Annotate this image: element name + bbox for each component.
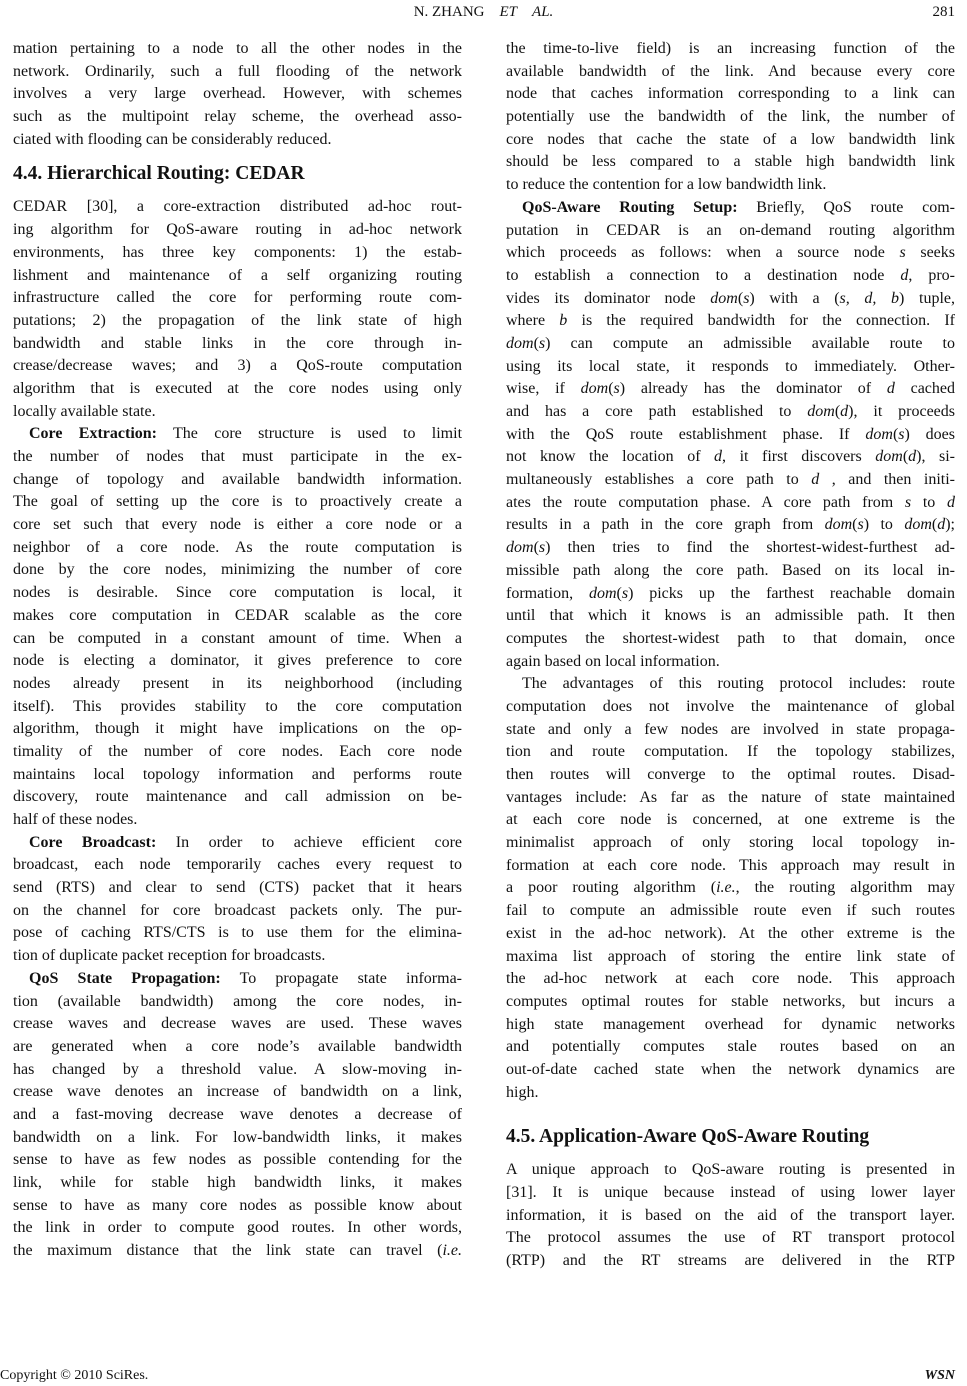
qos-routing-setup-paragraph: QoS-Aware Routing Setup: Briefly, QoS route com- putation in CEDAR is an on-demand routing algorithm which proceeds as follows: when a source node s seeks to establish a connection to a destination node d, pro- vides its dominator node dom(s) with a (s, d, b) tuple, where b is the required bandwidth for the connection. If dom(s) can compute an admissible available route to using its local state, it responds to immediately. Other- wise, if dom(s) already has the dominator of d cached and has a core path established to dom(d), it proceeds with the QoS route establishment phase. If dom(s) does not know the location of d, it first discovers dom(d), si- multaneously establishes a core path to d , and then initi- ates the route computation phase. A core path from s to d results in a path in the core graph from dom(s) to dom(d); dom(s) then tries to find the shortest-widest-furthest ad- missible path along the core path. Based on its local in- formation, dom(s) picks up the farthest reachable domain until that which it knows is an admissible path. It then computes the shortest-widest path to that domain, once again based on local information. [506, 197, 955, 673]
text-line: tion and route computation. If the topology stabilizes, [506, 743, 955, 761]
text-line: putation in CEDAR is an on-demand routing algorithm [506, 221, 955, 239]
text-line: sense to have as many core nodes as possible know about [13, 1196, 462, 1214]
text-line: crease/decrease waves; and 3) a QoS-route computation [13, 357, 462, 375]
text-line: core nodes that cache the state of a low bandwidth link [506, 130, 955, 148]
text-line: information, it is based on the aid of the transport layer. [506, 1206, 955, 1224]
text-line: node is electing a dominator, it gives preference to core [13, 652, 462, 670]
text-line: are generated when a core node’s available bandwidth [13, 1037, 462, 1055]
text-line: dom(s) then tries to find the shortest-widest-furthest ad- [506, 539, 955, 557]
text-line: and a fast-moving decrease wave denotes a decrease of [13, 1105, 462, 1123]
text-line: available bandwidth of the link. And because every core [506, 62, 955, 80]
text-line: putations; 2) the propagation of the link state of high [13, 311, 462, 329]
right-column [506, 38, 955, 1273]
page-number: 281 [932, 4, 955, 20]
text-line: pose of caching RTS/CTS is to use them for the elimina- [13, 924, 462, 942]
core-extraction-label: Core Extraction: [29, 425, 157, 443]
continuation-paragraph [506, 38, 955, 197]
text-line: which proceeds as follows: when a source node s seeks [506, 244, 955, 262]
text-line: and potentially computes stale routes based on an [506, 1038, 955, 1056]
cedar-paragraph [13, 196, 462, 423]
text-line: infrastructure called the core for performing route com- [13, 289, 462, 307]
core-extraction-paragraph: Core Extraction: The core structure is used to limit the number of nodes that must participate in the ex- change of topology and available bandwidth information. The goal of setting up the core is to proactively create a core set such that every node is either a core node or a neighbor of a core node. As the route computation is done by the core nodes, minimizing the number of core nodes is desirable. Since core computation is local, it makes core computation in CEDAR scalable as the core can be computed in a constant amount of time. When a node is electing a dominator, it gives preference to core nodes already present in its neighborhood (including itself). This provides stability to the core computation algorithm, though it might have implications on the op- timality of the number of core nodes. Each core node maintains local topology information and performs route discovery, route maintenance and call admission on be- half of these nodes. [13, 423, 462, 831]
text-line: to reduce the contention for a low bandwidth link. [506, 176, 827, 194]
text-line: network. Ordinarily, such a full flooding of the network [13, 62, 462, 80]
text-line: on the channel for core broadcast packets only. The pur- [13, 901, 462, 919]
text-line: algorithm, though it might have implications on the op- [13, 720, 462, 738]
text-line: until that which it knows is an admissible path. It then [506, 607, 955, 625]
text-line: fail to compute an admissible route even if such routes [506, 902, 955, 920]
text-line: multaneously establishes a core path to d , and then initi- [506, 471, 955, 489]
author-name: N. ZHANG [413, 4, 485, 20]
text-line: using its local state, it responds to immediately. Other- [506, 357, 955, 375]
text-line: with the QoS route establishment phase. If dom(s) does [506, 425, 955, 443]
text-line: nodes already present in its neighborhood (including [13, 674, 462, 692]
text-line: vides its dominator node dom(s) with a (s, d, b) tuple, [506, 289, 955, 307]
section-4-4-heading: 4.4. Hierarchical Routing: CEDAR [13, 163, 305, 185]
text-line: at each core node is concerned, at one extreme is the [506, 811, 955, 829]
text-line: half of these nodes. [13, 811, 138, 828]
text-line: a poor routing algorithm (i.e., the routing algorithm may [506, 879, 955, 897]
section-4-5-heading: 4.5. Application-Aware QoS-Aware Routing [506, 1126, 870, 1148]
journal-abbrev: WSN [924, 1368, 955, 1383]
text-line: high state management overhead for dynamic networks [506, 1015, 955, 1033]
qos-state-propagation-label: QoS State Propagation: [29, 969, 221, 987]
text-line: timality of the number of core nodes. Each core node [13, 742, 462, 760]
text-line: send (RTS) and clear to send (CTS) packet that it hears [13, 879, 462, 897]
text-line: crease waves and decrease waves are used. These waves [13, 1015, 462, 1033]
text-line: such as the multipoint relay scheme, the overhead asso- [13, 108, 462, 126]
text-line: where b is the required bandwidth for the connection. If [506, 312, 955, 330]
text-line: change of topology and available bandwidth information. [13, 470, 462, 488]
qos-routing-setup-label: QoS-Aware Routing Setup: [522, 198, 738, 216]
left-column [13, 38, 462, 1263]
text-line: CEDAR [30], a core-extraction distributed ad-hoc rout- [13, 198, 462, 216]
text-line: crease wave denotes an increase of bandwidth on a link, [13, 1083, 462, 1101]
text-line: the ad-hoc network at each core node. This approach [506, 970, 955, 988]
text-line: The protocol assumes the use of RT transport protocol [506, 1229, 955, 1247]
text-line: the link in order to compute good routes. In other words, [13, 1219, 462, 1237]
et-text: ET [499, 4, 518, 20]
text-line: then routes will converge to the optimal routes. Disad- [506, 766, 955, 783]
text-line: neighbor of a core node. As the route computation is [13, 538, 462, 556]
qos-state-propagation-paragraph: QoS State Propagation: To propagate state informa- tion (available bandwidth) among the core nodes, in- crease waves and decrease waves are used. These waves are generated when a core node’s available bandwidth has changed by a threshold value. A slow-moving in- crease wave denotes an increase of bandwidth on a link, and a fast-moving decrease wave denotes a decrease of bandwidth on a link. For low-bandwidth links, it makes sense to have as few nodes as possible contending for the link, while for stable high bandwidth links, it makes sense to have as many core nodes as possible know about the link in order to compute good routes. In other words, the maximum distance that the link state can travel (i.e. [13, 968, 462, 1263]
text-line: (RTP) and the RT streams are delivered in the RTP [506, 1252, 955, 1270]
text-line: high. [506, 1083, 539, 1101]
text-line: vantages include: As far as the nature of state maintained [506, 788, 955, 806]
text-line: makes core computation in CEDAR scalable as the core [13, 606, 462, 624]
text-line: link, while for stable high bandwidth links, it makes [13, 1174, 462, 1191]
text-line: core set such that every node is either a core node or a [13, 516, 462, 534]
text-line: formation, dom(s) picks up the farthest reachable domain [506, 584, 955, 602]
text-line: minimalist approach of only storing local topology in- [506, 834, 955, 852]
text-line: has changed by a threshold value. A slow-moving in- [13, 1060, 462, 1078]
page-footer [0, 1366, 967, 1386]
text-line: done by the core nodes, minimizing the number of core [13, 561, 462, 579]
text-line: maxima list approach of storing the entire link state of [506, 947, 955, 965]
text-line: maintains local topology information and performs route [13, 765, 462, 783]
intro-paragraph [13, 38, 462, 151]
text-line: computes optimal routes for stable networks, but incurs a [506, 992, 955, 1010]
text-line: dom(s) can compute an admissible available route to [506, 334, 955, 352]
text-line: locally available state. [13, 402, 156, 420]
text-line: the maximum distance that the link state can travel (i.e. [13, 1242, 462, 1260]
text-line: wise, if dom(s) already has the dominator of d cached [506, 380, 955, 398]
text-line: itself). This provides stability to the core computation [13, 697, 462, 715]
text-line: sense to have as few nodes as possible contending for the [13, 1151, 462, 1169]
text-line: to establish a connection to a destination node d, pro- [506, 266, 955, 284]
text-line: node that caches information corresponding to a link can [506, 85, 955, 103]
text-line: computes the shortest-widest path to that domain, once [506, 629, 955, 647]
text-line: A unique approach to QoS-aware routing is presented in [506, 1161, 955, 1179]
text-line: should be less compared to a stable high bandwidth link [506, 153, 955, 171]
text-line: The advantages of this routing protocol includes: route [522, 675, 955, 693]
copyright-notice: Copyright © 2010 SciRes. [0, 1368, 149, 1383]
text-line: environments, has three key components: 1) the estab- [13, 243, 462, 261]
text-line: formation at each core node. This approach may result in [506, 856, 955, 874]
advantages-paragraph [506, 673, 955, 1104]
text-line: nodes is desirable. Since core computation is local, it [13, 584, 462, 602]
text-line: again based on local information. [506, 652, 720, 670]
core-broadcast-paragraph: Core Broadcast: In order to achieve efficient core broadcast, each node temporarily caches every request to send (RTS) and clear to send (CTS) packet that it hears on the channel for core broadcast packets only. The pur- pose of caching RTS/CTS is to use them for the elimina- tion of duplicate packet reception for broadcasts. [13, 832, 462, 968]
text-line: potentially use the bandwidth of the link, the number of [506, 108, 955, 126]
text-line: [31]. It is unique because instead of using lower layer [506, 1184, 955, 1201]
text-line: algorithm that is executed at the core nodes using only [13, 379, 462, 397]
text-line: lishment and maintenance of a self organizing routing [13, 266, 462, 284]
text-line: mation pertaining to a node to all the other nodes in the [13, 40, 462, 57]
text-line: bandwidth on a link. For low-bandwidth links, it makes [13, 1128, 462, 1146]
core-broadcast-label: Core Broadcast: [29, 833, 157, 851]
text-line: tion of duplicate packet reception for broadcasts. [13, 947, 326, 965]
running-title [0, 0, 967, 24]
text-line: The goal of setting up the core is to proactively create a [13, 493, 462, 511]
text-line: missible path along the core path. Based on its local in- [506, 561, 955, 579]
text-line: the number of nodes that must participate in the ex- [13, 448, 462, 465]
text-line: out-of-date cached state when the network dynamics are [506, 1060, 955, 1078]
running-header [0, 0, 967, 24]
text-line: ciated with flooding can be considerably reduced. [13, 130, 332, 148]
text-line: computation does not involve the maintenance of global [506, 697, 955, 715]
text-line: ates the route computation phase. A core path from s to d [506, 493, 955, 511]
text-line: the time-to-live field) is an increasing function of the [506, 40, 955, 57]
text-line: results in a path in the core graph from dom(s) to dom(d); [506, 516, 955, 534]
text-line: tion (available bandwidth) among the core nodes, in- [13, 992, 462, 1010]
text-line: broadcast, each node temporarily caches every request to [13, 856, 462, 874]
text-line: state and only a few nodes are involved in state propaga- [506, 720, 955, 738]
text-line: involves a very large overhead. However, with schemes [13, 85, 462, 103]
text-line: bandwidth and stable links in the core through in- [13, 334, 462, 352]
al-text: AL. [532, 4, 554, 20]
text-line: not know the location of d, it first discovers dom(d), si- [506, 448, 955, 466]
text-line: exist in the ad-hoc network). At the other extreme is the [506, 924, 955, 942]
text-line: and has a core path established to dom(d), it proceeds [506, 403, 955, 420]
text-line: discovery, route maintenance and call admission on be- [13, 788, 462, 806]
application-aware-paragraph [506, 1159, 955, 1272]
text-line: can be computed in a constant amount of time. When a [13, 629, 462, 647]
text-line: ing algorithm for QoS-aware routing in ad-hoc network [13, 221, 462, 239]
